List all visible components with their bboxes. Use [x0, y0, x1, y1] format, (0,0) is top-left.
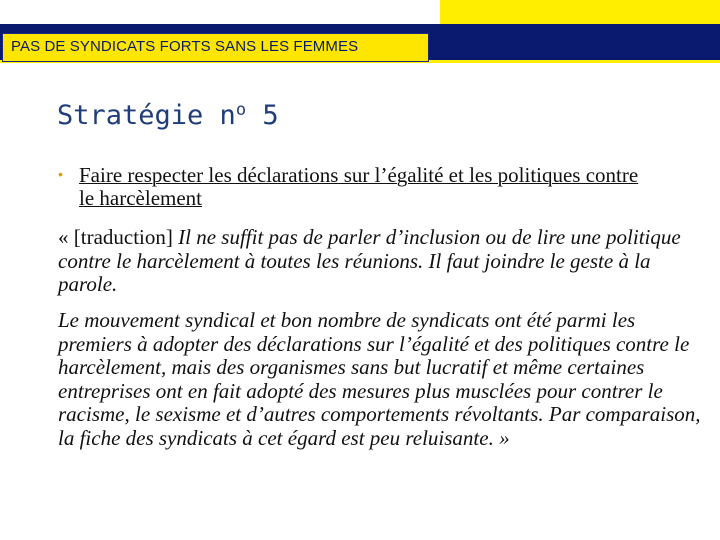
- top-strip-accent: [440, 0, 720, 24]
- quote-open: « [traduction]: [58, 225, 179, 249]
- quote-body: Il ne suffit pas de parler d’inclusion ou de lire une politique contre le harcèlement à toutes les réunions. Il faut joindre le geste à la parole.: [58, 225, 681, 296]
- banner-text: PAS DE SYNDICATS FORTS SANS LES FEMMES: [11, 38, 359, 55]
- header-banner: [2, 33, 429, 62]
- title-number: 5: [246, 100, 279, 131]
- bullet-text: Faire respecter les déclarations sur l’égalité et les politiques contre le harcèlement: [79, 163, 639, 210]
- quote-paragraph-2: Le mouvement syndical et bon nombre de syndicats ont été parmi les premiers à adopter des déclarations sur l’égalité et des politiques contre le harcèlement, mais des organismes sans but lucratif et même certaines entreprises ont en fait adopté des mesures plus musclées pour contrer le racisme, le sexisme et d’autres comportements révoltants. Par comparaison, la fiche des syndicats à cet égard est peu reluisante. »: [58, 308, 701, 450]
- slide-title: [57, 100, 279, 131]
- top-bar: [0, 0, 720, 62]
- quote-paragraph-1: [58, 226, 708, 297]
- bullet-marker: •: [58, 166, 63, 182]
- title-superscript: o: [235, 100, 247, 120]
- title-main: Stratégie n: [57, 100, 236, 131]
